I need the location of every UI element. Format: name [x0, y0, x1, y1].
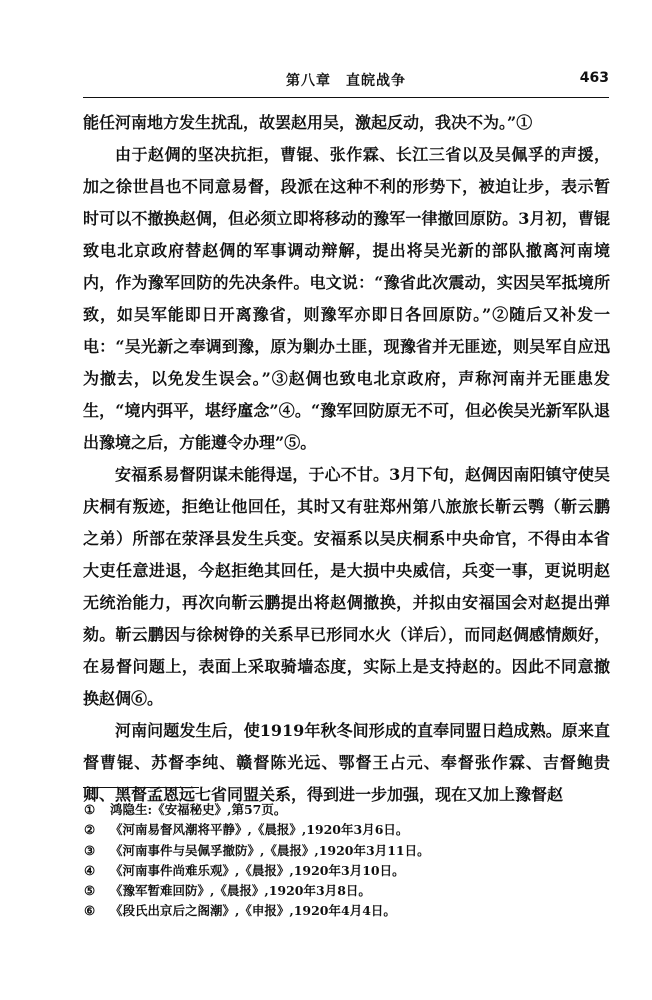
footnote-text: 《河南事件尚难乐观》,《晨报》,1920年3月10日。: [110, 862, 405, 878]
footnote: [84, 881, 604, 901]
running-header: [83, 66, 609, 98]
footnote: [84, 841, 604, 861]
footnote-text: 《河南易督风潮将平静》,《晨报》,1920年3月6日。: [110, 822, 409, 838]
footnote: [84, 820, 604, 840]
paragraph-continuation: 能任河南地方发生扰乱，故罢赵用吴，激起反动，我决不为。”①: [83, 113, 533, 132]
paragraph: 安福系易督阴谋未能得逞，于心不甘。3月下旬，赵倜因南阳镇守使吴庆桐有叛迹，拒绝让他回任，其时又有驻郑州第八旅旅长靳云鹗（靳云鹏之弟）所部在荥泽县发生兵变。安福系以吴庆桐系中央命官，不得由本省大吏任意进退，今赵拒绝其回任，是大损中央威信，兵变一事，更说明赵无统治能力，再次向靳云鹏提出将赵倜撤换，并拟由安福国会对赵提出弹劾。靳云鹏因与徐树铮的关系早已形同水火（详后），而同赵倜感情颇好，在易督问题上，表面上采取骑墙态度，实际上是支持赵的。因此不同意撤换赵倜⑥。: [83, 465, 610, 708]
footnote-mark: ③: [84, 842, 96, 858]
footnote-text: 《段氏出京后之阁潮》,《申报》,1920年4月4日。: [110, 903, 396, 919]
footnote-text: 鸿隐生:《安福秘史》,第57页。: [110, 802, 287, 817]
footnote-mark: ②: [84, 822, 96, 838]
header-rule: [83, 97, 609, 98]
footnote-mark: ④: [84, 862, 96, 878]
footnote-text: 《河南事件与吴佩孚撤防》,《晨报》,1920年3月11日。: [110, 842, 430, 858]
body-text: [83, 107, 610, 811]
footnote: [84, 800, 604, 820]
footnote-separator: [83, 787, 199, 788]
page-number: 463: [579, 70, 609, 86]
paragraph: 由于赵倜的坚决抗拒，曹锟、张作霖、长江三省以及吴佩孚的声援，加之徐世昌也不同意易督，段派在这种不利的形势下，被迫让步，表示暂时可以不撤换赵倜，但必须立即将移动的豫军一律撤回原防。3月初，曹锟致电北京政府替赵倜的军事调动辩解，提出将吴光新的部队撤离河南境内，作为豫军回防的先决条件。电文说：“豫省此次震动，实因吴军抵境所致，如吴军能即日开离豫省，则豫军亦即日各回原防。”②随后又补发一电：“吴光新之奉调到豫，原为剿办土匪，现豫省并无匪迹，则吴军自应迅为撤去，以免发生误会。”③赵倜也致电北京政府，声称河南并无匪患发生，“境内弭平，堪纾廑念”④。“豫军回防原无不可，但必俟吴光新军队退出豫境之后，方能遵令办理”⑤。: [83, 145, 610, 452]
footnote-mark: ①: [84, 802, 96, 817]
footnote: [84, 861, 604, 881]
footnotes: [84, 800, 604, 922]
footnote-mark: ⑥: [84, 903, 96, 919]
paragraph: 河南问题发生后，使1919年秋冬间形成的直奉同盟日趋成熟。原来直督曹锟、苏督李纯、赣督陈光远、鄂督王占元、奉督张作霖、吉督鲍贵卿、黑督孟恩远七省同盟关系，得到进一步加强，现在又加上豫督赵: [83, 721, 610, 804]
chapter-title: 第八章 直皖战争: [286, 73, 406, 89]
footnote-text: 《豫军暂难回防》,《晨报》,1920年3月8日。: [110, 883, 371, 899]
footnote-mark: ⑤: [84, 883, 96, 899]
footnote: [84, 901, 604, 921]
